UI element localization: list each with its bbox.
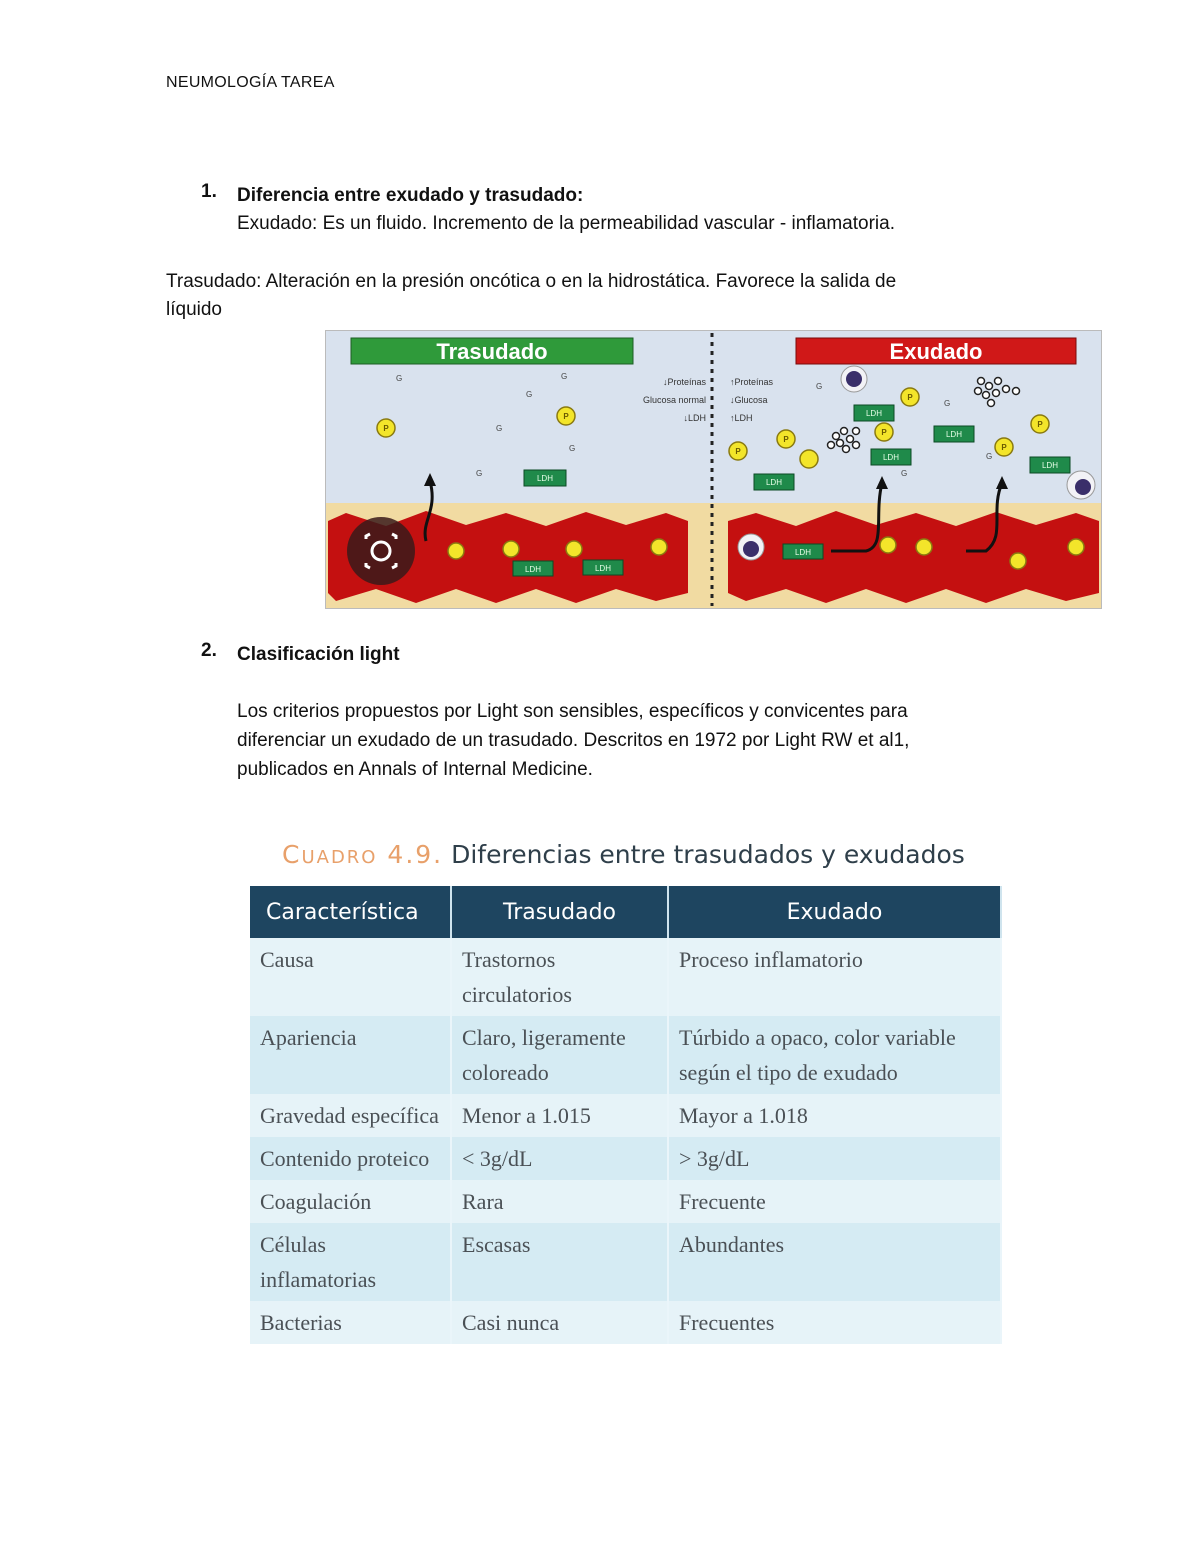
section1-number: 1. [201,181,217,202]
table-row [250,938,1001,1016]
svg-text:G: G [476,469,483,478]
svg-text:P: P [783,435,789,444]
svg-text:G: G [526,390,533,399]
table-cell: Causa [250,938,451,1016]
trasudado-text-line2: líquido [166,299,222,320]
svg-text:LDH: LDH [945,430,963,439]
light-paragraph-line2: diferenciar un exudado de un trasudado. Descritos en 1972 por Light RW et al1, [237,730,910,751]
table-cell: Casi nunca [451,1301,668,1344]
table-cell: Mayor a 1.018 [668,1094,1001,1137]
table-cell: Bacterias [250,1301,451,1344]
svg-text:P: P [1001,443,1007,452]
svg-text:P: P [907,393,913,402]
table-cell: Frecuente [668,1180,1001,1223]
svg-text:LDH: LDH [536,474,554,483]
exudado-banner-label: Exudado [889,339,983,364]
table-cell: > 3g/dL [668,1137,1001,1180]
table-row [250,1094,1001,1137]
svg-text:LDH: LDH [865,409,883,418]
table-cell: < 3g/dL [451,1137,668,1180]
svg-text:G: G [561,372,568,381]
table-cell: Gravedad específica [250,1094,451,1137]
left-note-2: Glucosa normal [642,395,706,405]
table-cell: Abundantes [668,1223,1001,1301]
svg-text:G: G [569,444,576,453]
diferencias-table [250,886,1002,1344]
trasudado-exudado-diagram [325,330,1102,609]
right-note-3: ↑LDH [730,413,753,423]
cuadro-table-image [250,836,1002,1362]
svg-text:G: G [396,374,403,383]
svg-text:LDH: LDH [765,478,783,487]
svg-text:P: P [383,424,389,433]
section2-heading: Clasificación light [237,644,400,665]
table-cell: Rara [451,1180,668,1223]
light-paragraph-line1: Los criterios propuestos por Light son sensibles, específicos y convicentes para [237,701,908,722]
svg-text:P: P [881,428,887,437]
trasudado-text-line1: Trasudado: Alteración en la presión oncótica o en la hidrostática. Favorece la salida de [166,271,897,292]
left-note-1: ↓Proteínas [662,377,706,387]
col-header-trasudado: Trasudado [451,886,668,938]
section1-heading: Diferencia entre exudado y trasudado: [237,185,584,206]
cuadro-label: Cuadro 4.9. [282,840,444,869]
svg-text:G: G [944,399,951,408]
cuadro-title-text: Diferencias entre trasudados y exudados [451,840,965,869]
svg-text:LDH: LDH [1041,461,1059,470]
right-note-2: ↓Glucosa [730,395,768,405]
svg-text:P: P [563,412,569,421]
trasudado-banner-label: Trasudado [436,339,548,364]
svg-text:LDH: LDH [524,565,542,574]
table-cell: Apariencia [250,1016,451,1094]
table-cell: Menor a 1.015 [451,1094,668,1137]
table-cell: Trastornos circulatorios [451,938,668,1016]
table-cell: Claro, ligeramente coloreado [451,1016,668,1094]
table-cell: Túrbido a opaco, color variable según el tipo de exudado [668,1016,1001,1094]
svg-text:P: P [1037,420,1043,429]
table-cell: Células inflamatorias [250,1223,451,1301]
svg-text:G: G [816,382,823,391]
exudado-text: Exudado: Es un fluido. Incremento de la permeabilidad vascular - inflamatoria. [237,213,895,234]
table-cell: Escasas [451,1223,668,1301]
svg-text:G: G [496,424,503,433]
svg-text:G: G [986,452,993,461]
light-paragraph-line3: publicados en Annals of Internal Medicine. [237,759,593,780]
svg-text:LDH: LDH [794,548,812,557]
cuadro-title [282,840,965,869]
right-note-1: ↑Proteínas [730,377,774,387]
table-cell: Frecuentes [668,1301,1001,1344]
svg-text:G: G [901,469,908,478]
table-row [250,1301,1001,1344]
section2-number: 2. [201,640,217,661]
table-row [250,1016,1001,1094]
lens-overlay-icon [347,517,415,585]
svg-text:LDH: LDH [882,453,900,462]
col-header-caracteristica: Característica [250,886,451,938]
table-cell: Coagulación [250,1180,451,1223]
svg-text:LDH: LDH [594,564,612,573]
svg-text:P: P [735,447,741,456]
table-cell: Proceso inflamatorio [668,938,1001,1016]
col-header-exudado: Exudado [668,886,1001,938]
table-cell: Contenido proteico [250,1137,451,1180]
page-header: NEUMOLOGÍA TAREA [166,74,335,91]
table-row [250,1137,1001,1180]
left-note-3: ↓LDH [683,413,706,423]
table-row [250,1180,1001,1223]
table-row [250,1223,1001,1301]
